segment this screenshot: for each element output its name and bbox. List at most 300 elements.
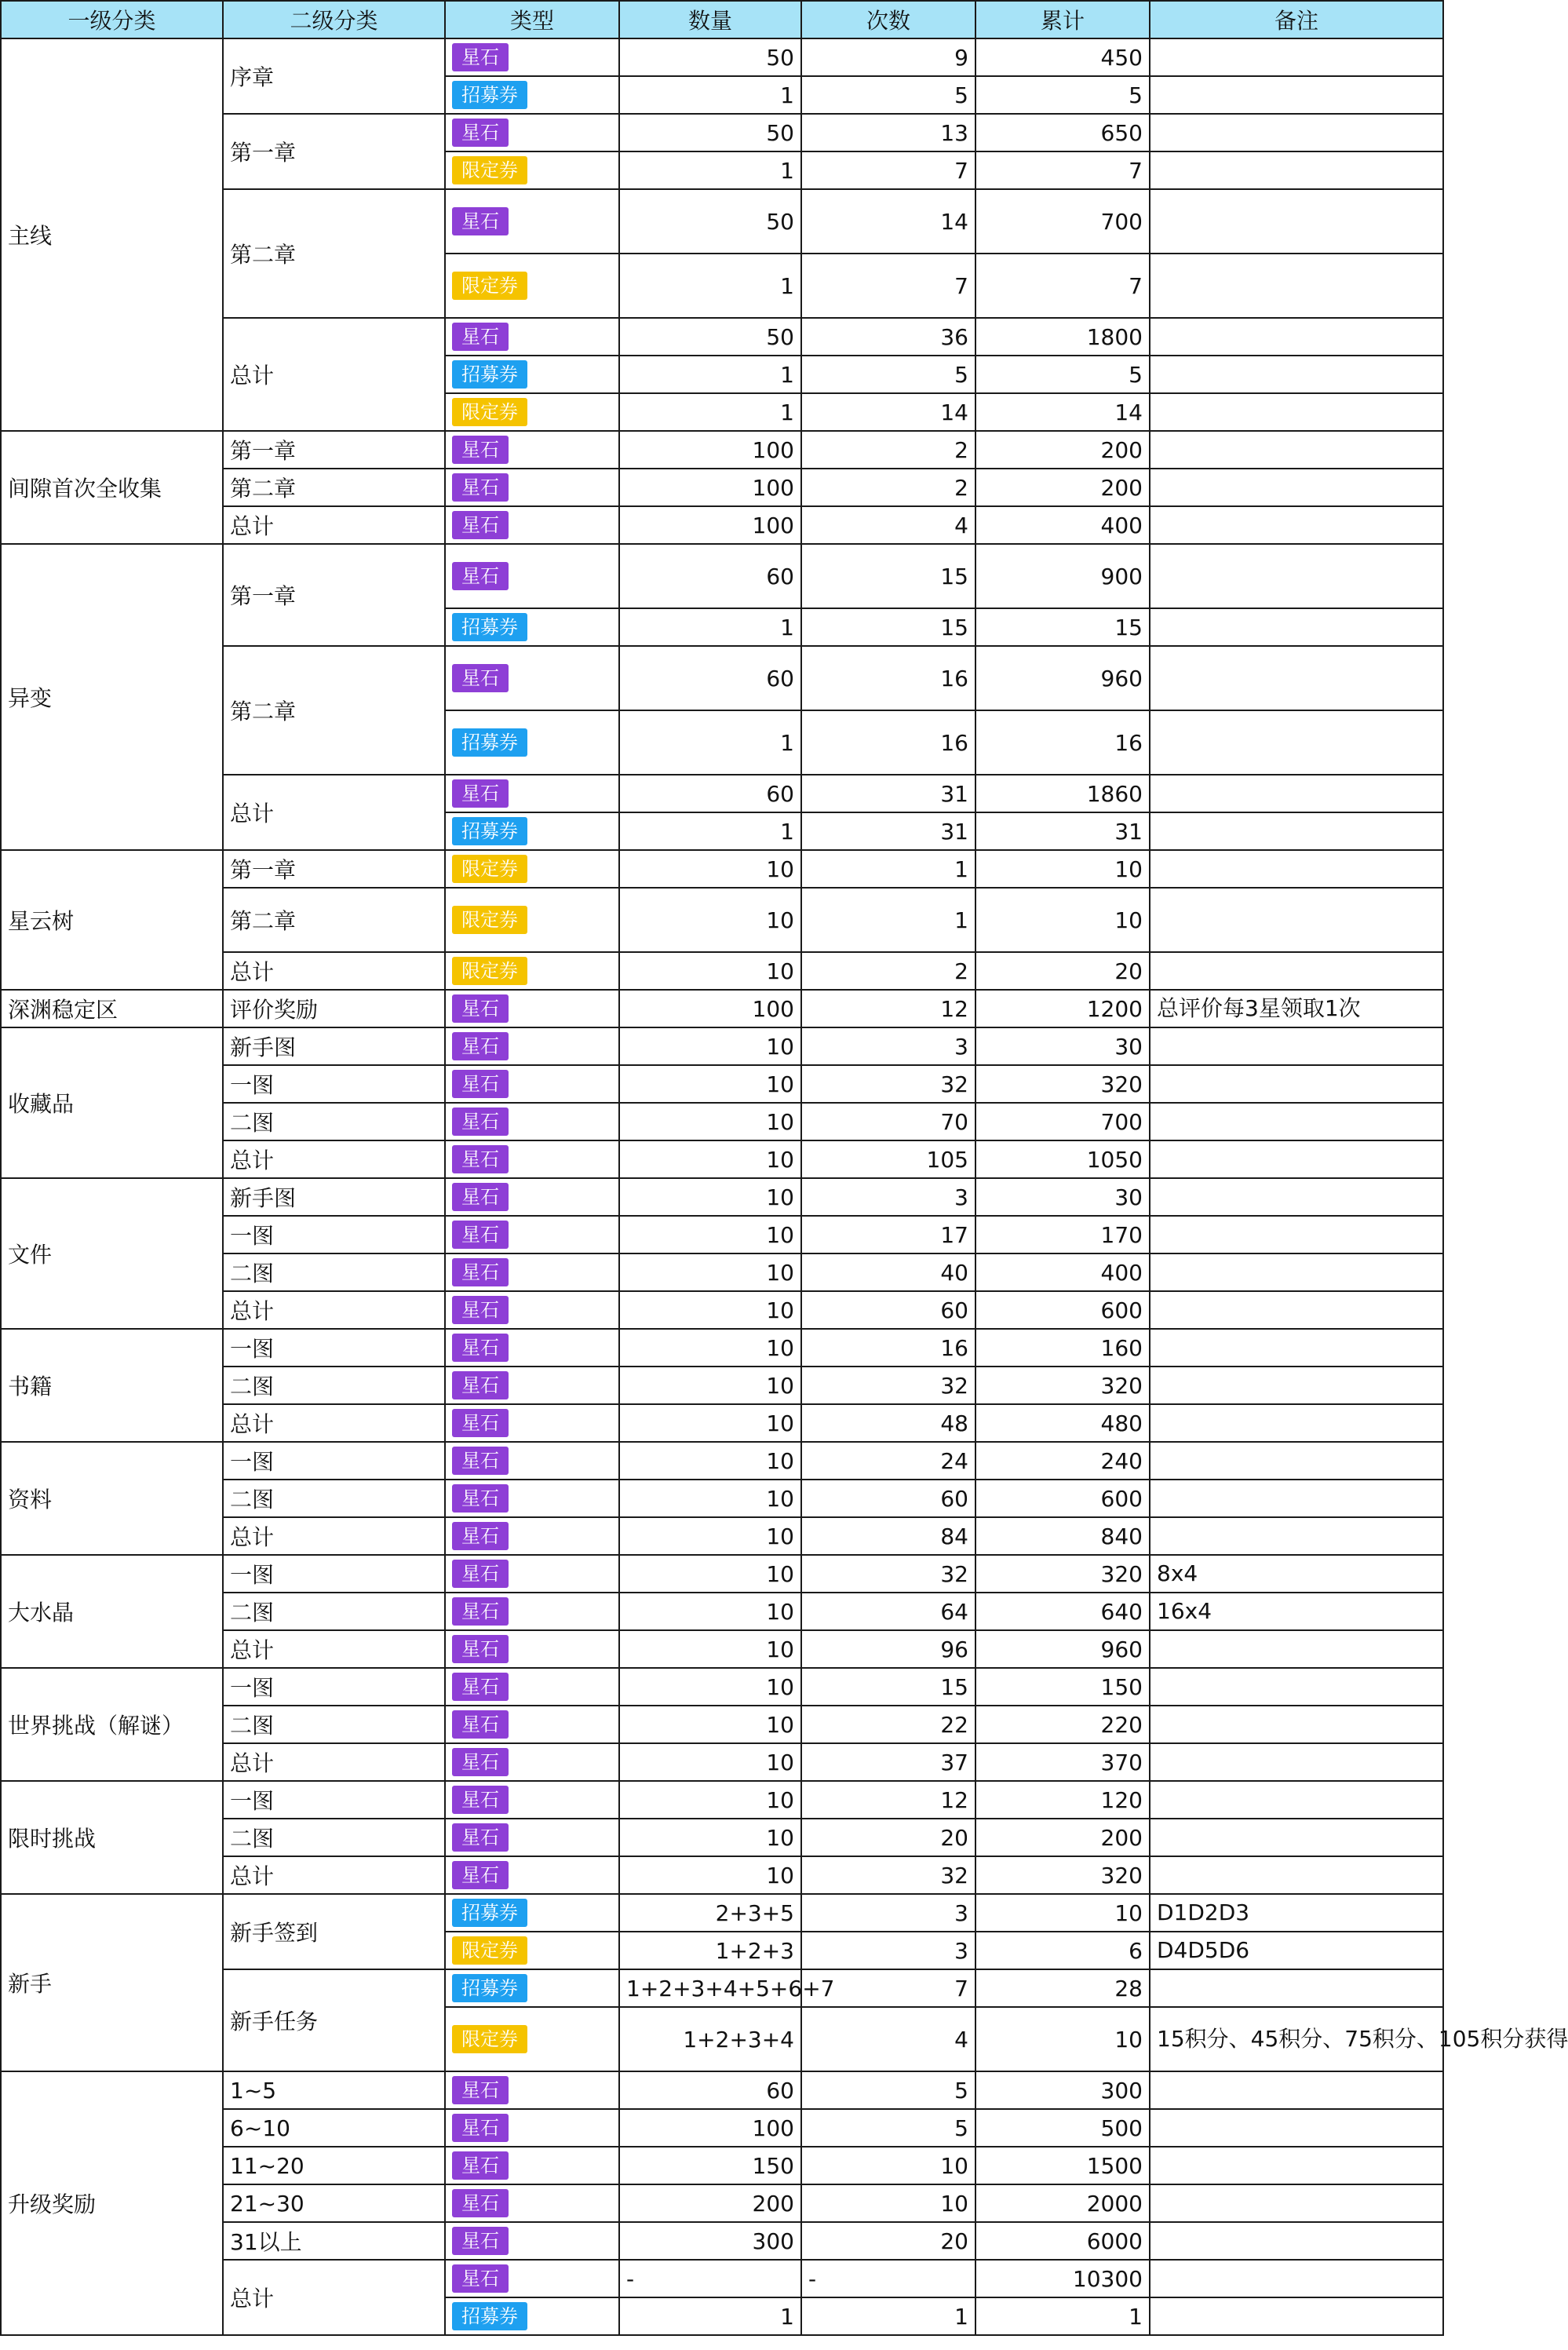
category-level-1: 资料	[1, 1442, 223, 1555]
type-cell	[445, 1329, 619, 1367]
times-cell: 10	[801, 2147, 975, 2184]
note-cell	[1150, 850, 1443, 888]
quantity-cell: 1	[619, 254, 801, 318]
total-cell: 450	[975, 38, 1150, 76]
quantity-cell: 100	[619, 990, 801, 1027]
quantity-cell: 10	[619, 1027, 801, 1065]
quantity-cell: 10	[619, 1668, 801, 1706]
type-cell	[445, 2007, 619, 2071]
note-cell	[1150, 888, 1443, 952]
times-cell: 48	[801, 1404, 975, 1442]
category-level-2: 31以上	[223, 2222, 445, 2260]
total-cell: 16	[975, 710, 1150, 775]
category-level-2: 第二章	[223, 888, 445, 952]
type-tag-limited: 限定券	[452, 855, 527, 883]
times-cell: 16	[801, 710, 975, 775]
type-tag-star: 星石	[452, 1861, 509, 1889]
note-cell	[1150, 469, 1443, 506]
type-tag-star: 星石	[452, 2151, 509, 2180]
quantity-cell: 10	[619, 1743, 801, 1781]
total-cell: 2000	[975, 2184, 1150, 2222]
type-cell	[445, 1706, 619, 1743]
note-cell: 8x4	[1150, 1555, 1443, 1593]
note-cell	[1150, 114, 1443, 151]
total-cell: 30	[975, 1027, 1150, 1065]
note-cell	[1150, 544, 1443, 608]
times-cell: 1	[801, 2297, 975, 2335]
total-cell: 200	[975, 431, 1150, 469]
category-level-2: 第一章	[223, 544, 445, 646]
note-cell	[1150, 646, 1443, 710]
table-row	[1, 1555, 1443, 1593]
note-cell	[1150, 2109, 1443, 2147]
times-cell: 4	[801, 506, 975, 544]
table-row	[1, 990, 1443, 1027]
times-cell: 15	[801, 544, 975, 608]
table-row	[1, 1178, 1443, 1216]
type-cell	[445, 1555, 619, 1593]
total-cell: 320	[975, 1367, 1150, 1404]
type-tag-star: 星石	[452, 1635, 509, 1663]
type-cell	[445, 2071, 619, 2109]
times-cell: 105	[801, 1140, 975, 1178]
type-cell	[445, 1819, 619, 1856]
note-cell	[1150, 1442, 1443, 1480]
quantity-cell: 10	[619, 1065, 801, 1103]
total-cell: 320	[975, 1065, 1150, 1103]
type-tag-recruit: 招募券	[452, 1974, 527, 2002]
quantity-cell: 10	[619, 1781, 801, 1819]
total-cell: 160	[975, 1329, 1150, 1367]
total-cell: 14	[975, 393, 1150, 431]
category-level-2: 1~5	[223, 2071, 445, 2109]
note-cell: D1D2D3	[1150, 1894, 1443, 1932]
header-total: 累计	[975, 1, 1150, 38]
times-cell: 60	[801, 1480, 975, 1517]
times-cell: 15	[801, 1668, 975, 1706]
category-level-2: 一图	[223, 1216, 445, 1253]
times-cell: 5	[801, 356, 975, 393]
quantity-cell: 10	[619, 1404, 801, 1442]
note-cell: 总评价每3星领取1次	[1150, 990, 1443, 1027]
type-cell	[445, 1517, 619, 1555]
quantity-cell: 10	[619, 850, 801, 888]
quantity-cell: 10	[619, 1593, 801, 1630]
type-tag-star: 星石	[452, 664, 509, 692]
type-cell	[445, 114, 619, 151]
total-cell: 10	[975, 850, 1150, 888]
total-cell: 700	[975, 1103, 1150, 1140]
quantity-cell: 10	[619, 888, 801, 952]
quantity-cell: 1+2+3	[619, 1932, 801, 1969]
type-tag-recruit: 招募券	[452, 613, 527, 641]
total-cell: 600	[975, 1480, 1150, 1517]
times-cell: 60	[801, 1291, 975, 1329]
type-cell	[445, 990, 619, 1027]
note-cell	[1150, 1969, 1443, 2007]
header-quantity: 数量	[619, 1, 801, 38]
type-cell	[445, 1216, 619, 1253]
times-cell: 14	[801, 393, 975, 431]
category-level-2: 第二章	[223, 189, 445, 318]
times-cell: 7	[801, 1969, 975, 2007]
times-cell: 32	[801, 1856, 975, 1894]
type-cell	[445, 189, 619, 254]
total-cell: 31	[975, 812, 1150, 850]
category-level-2: 第一章	[223, 431, 445, 469]
category-level-2: 序章	[223, 38, 445, 114]
note-cell	[1150, 1367, 1443, 1404]
table-row	[1, 1329, 1443, 1367]
type-tag-limited: 限定券	[452, 2025, 527, 2053]
type-cell	[445, 1253, 619, 1291]
type-tag-star: 星石	[452, 1409, 509, 1437]
category-level-2: 新手任务	[223, 1969, 445, 2071]
type-tag-star: 星石	[452, 1221, 509, 1249]
type-cell	[445, 1894, 619, 1932]
times-cell: 40	[801, 1253, 975, 1291]
note-cell	[1150, 1027, 1443, 1065]
category-level-2: 总计	[223, 1630, 445, 1668]
total-cell: 480	[975, 1404, 1150, 1442]
times-cell: 31	[801, 775, 975, 812]
total-cell: 1050	[975, 1140, 1150, 1178]
category-level-2: 一图	[223, 1555, 445, 1593]
times-cell: 32	[801, 1367, 975, 1404]
quantity-cell: 10	[619, 1178, 801, 1216]
category-level-1: 深渊稳定区	[1, 990, 223, 1027]
type-tag-star: 星石	[452, 562, 509, 590]
header-category-2: 二级分类	[223, 1, 445, 38]
note-cell: D4D5D6	[1150, 1932, 1443, 1969]
category-level-2: 总计	[223, 318, 445, 431]
type-cell	[445, 1442, 619, 1480]
category-level-1: 收藏品	[1, 1027, 223, 1178]
type-tag-star: 星石	[452, 1823, 509, 1852]
note-cell	[1150, 710, 1443, 775]
category-level-2: 一图	[223, 1668, 445, 1706]
times-cell: 64	[801, 1593, 975, 1630]
quantity-cell: 1	[619, 76, 801, 114]
type-tag-star: 星石	[452, 1070, 509, 1098]
note-cell	[1150, 1329, 1443, 1367]
category-level-2: 二图	[223, 1480, 445, 1517]
note-cell	[1150, 1781, 1443, 1819]
category-level-2: 新手图	[223, 1027, 445, 1065]
category-level-1: 书籍	[1, 1329, 223, 1442]
note-cell	[1150, 1743, 1443, 1781]
quantity-cell: 10	[619, 1329, 801, 1367]
category-level-2: 总计	[223, 1743, 445, 1781]
times-cell: 10	[801, 2184, 975, 2222]
note-cell	[1150, 1480, 1443, 1517]
type-cell	[445, 254, 619, 318]
category-level-2: 新手签到	[223, 1894, 445, 1969]
note-cell	[1150, 1103, 1443, 1140]
type-tag-star: 星石	[452, 1484, 509, 1513]
total-cell: 1800	[975, 318, 1150, 356]
note-cell	[1150, 2184, 1443, 2222]
note-cell	[1150, 1216, 1443, 1253]
times-cell: 2	[801, 431, 975, 469]
type-cell	[445, 812, 619, 850]
type-tag-star: 星石	[452, 473, 509, 502]
type-cell	[445, 1856, 619, 1894]
quantity-cell: 10	[619, 1442, 801, 1480]
total-cell: 700	[975, 189, 1150, 254]
total-cell: 15	[975, 608, 1150, 646]
note-cell	[1150, 952, 1443, 990]
note-cell	[1150, 1065, 1443, 1103]
type-tag-star: 星石	[452, 1786, 509, 1814]
quantity-cell: 10	[619, 1856, 801, 1894]
times-cell: 22	[801, 1706, 975, 1743]
times-cell: -	[801, 2260, 975, 2297]
type-tag-recruit: 招募券	[452, 728, 527, 757]
type-tag-star: 星石	[452, 1673, 509, 1701]
type-cell	[445, 431, 619, 469]
category-level-2: 新手图	[223, 1178, 445, 1216]
total-cell: 6000	[975, 2222, 1150, 2260]
header-row	[1, 1, 1443, 38]
category-level-2: 一图	[223, 1329, 445, 1367]
type-tag-star: 星石	[452, 2227, 509, 2255]
header-note: 备注	[1150, 1, 1443, 38]
quantity-cell: 200	[619, 2184, 801, 2222]
quantity-cell: 10	[619, 1216, 801, 1253]
category-level-1: 大水晶	[1, 1555, 223, 1668]
type-cell	[445, 608, 619, 646]
type-tag-star: 星石	[452, 1032, 509, 1060]
category-level-2: 一图	[223, 1442, 445, 1480]
total-cell: 200	[975, 469, 1150, 506]
total-cell: 10	[975, 1894, 1150, 1932]
note-cell	[1150, 2297, 1443, 2335]
quantity-cell: 50	[619, 189, 801, 254]
total-cell: 600	[975, 1291, 1150, 1329]
type-tag-star: 星石	[452, 779, 509, 808]
table-row	[1, 38, 1443, 76]
times-cell: 32	[801, 1065, 975, 1103]
times-cell: 9	[801, 38, 975, 76]
quantity-cell: 1	[619, 608, 801, 646]
category-level-2: 一图	[223, 1065, 445, 1103]
quantity-cell: 50	[619, 318, 801, 356]
type-tag-star: 星石	[452, 2076, 509, 2104]
type-cell	[445, 1932, 619, 1969]
type-tag-star: 星石	[452, 511, 509, 539]
quantity-cell: 10	[619, 1480, 801, 1517]
total-cell: 1200	[975, 990, 1150, 1027]
note-cell	[1150, 1291, 1443, 1329]
total-cell: 20	[975, 952, 1150, 990]
type-cell	[445, 151, 619, 189]
table-row	[1, 1668, 1443, 1706]
type-cell	[445, 1103, 619, 1140]
total-cell: 170	[975, 1216, 1150, 1253]
header-category-1: 一级分类	[1, 1, 223, 38]
type-tag-star: 星石	[452, 2264, 509, 2293]
type-cell	[445, 469, 619, 506]
quantity-cell: 150	[619, 2147, 801, 2184]
times-cell: 16	[801, 646, 975, 710]
type-cell	[445, 710, 619, 775]
note-cell	[1150, 1140, 1443, 1178]
type-cell	[445, 952, 619, 990]
type-tag-star: 星石	[452, 1334, 509, 1362]
type-cell	[445, 2222, 619, 2260]
note-cell	[1150, 775, 1443, 812]
times-cell: 37	[801, 1743, 975, 1781]
quantity-cell: 300	[619, 2222, 801, 2260]
quantity-cell: 10	[619, 1291, 801, 1329]
note-cell	[1150, 1819, 1443, 1856]
note-cell	[1150, 1630, 1443, 1668]
total-cell: 900	[975, 544, 1150, 608]
type-tag-star: 星石	[452, 1560, 509, 1588]
total-cell: 30	[975, 1178, 1150, 1216]
type-tag-star: 星石	[452, 1107, 509, 1136]
category-level-2: 二图	[223, 1367, 445, 1404]
quantity-cell: 10	[619, 1819, 801, 1856]
category-level-2: 二图	[223, 1819, 445, 1856]
total-cell: 1	[975, 2297, 1150, 2335]
category-level-1: 间隙首次全收集	[1, 431, 223, 544]
total-cell: 1500	[975, 2147, 1150, 2184]
type-cell	[445, 888, 619, 952]
type-tag-star: 星石	[452, 1748, 509, 1776]
category-level-1: 新手	[1, 1894, 223, 2071]
times-cell: 4	[801, 2007, 975, 2071]
total-cell: 7	[975, 151, 1150, 189]
quantity-cell: -	[619, 2260, 801, 2297]
quantity-cell: 60	[619, 775, 801, 812]
table-row	[1, 850, 1443, 888]
quantity-cell: 1	[619, 710, 801, 775]
total-cell: 1860	[975, 775, 1150, 812]
category-level-2: 11~20	[223, 2147, 445, 2184]
type-tag-star: 星石	[452, 323, 509, 351]
type-tag-limited: 限定券	[452, 156, 527, 184]
times-cell: 14	[801, 189, 975, 254]
total-cell: 28	[975, 1969, 1150, 2007]
times-cell: 2	[801, 952, 975, 990]
table-row	[1, 1781, 1443, 1819]
quantity-cell: 50	[619, 114, 801, 151]
type-cell	[445, 544, 619, 608]
type-cell	[445, 646, 619, 710]
category-level-2: 一图	[223, 1781, 445, 1819]
quantity-cell: 60	[619, 544, 801, 608]
total-cell: 370	[975, 1743, 1150, 1781]
type-tag-star: 星石	[452, 119, 509, 147]
times-cell: 3	[801, 1027, 975, 1065]
total-cell: 650	[975, 114, 1150, 151]
table-row	[1, 1027, 1443, 1065]
quantity-cell: 100	[619, 2109, 801, 2147]
type-tag-limited: 限定券	[452, 906, 527, 934]
type-tag-star: 星石	[452, 207, 509, 235]
type-tag-star: 星石	[452, 1710, 509, 1739]
total-cell: 640	[975, 1593, 1150, 1630]
category-level-1: 星云树	[1, 850, 223, 990]
type-tag-limited: 限定券	[452, 272, 527, 300]
times-cell: 12	[801, 1781, 975, 1819]
times-cell: 3	[801, 1932, 975, 1969]
total-cell: 320	[975, 1856, 1150, 1894]
type-cell	[445, 1593, 619, 1630]
type-cell	[445, 2297, 619, 2335]
type-cell	[445, 1969, 619, 2007]
times-cell: 13	[801, 114, 975, 151]
note-cell	[1150, 1668, 1443, 1706]
note-cell	[1150, 608, 1443, 646]
type-cell	[445, 775, 619, 812]
type-tag-star: 星石	[452, 2114, 509, 2142]
total-cell: 10	[975, 2007, 1150, 2071]
times-cell: 31	[801, 812, 975, 850]
quantity-cell: 1	[619, 393, 801, 431]
quantity-cell: 100	[619, 431, 801, 469]
type-tag-star: 星石	[452, 1145, 509, 1173]
total-cell: 300	[975, 2071, 1150, 2109]
type-cell	[445, 1291, 619, 1329]
times-cell: 36	[801, 318, 975, 356]
type-tag-recruit: 招募券	[452, 360, 527, 389]
note-cell	[1150, 151, 1443, 189]
type-cell	[445, 1178, 619, 1216]
note-cell	[1150, 431, 1443, 469]
category-level-2: 第二章	[223, 646, 445, 775]
note-cell	[1150, 2260, 1443, 2297]
category-level-1: 异变	[1, 544, 223, 850]
total-cell: 200	[975, 1819, 1150, 1856]
times-cell: 1	[801, 850, 975, 888]
category-level-2: 总计	[223, 775, 445, 850]
type-tag-recruit: 招募券	[452, 2302, 527, 2330]
note-cell	[1150, 2222, 1443, 2260]
note-cell	[1150, 254, 1443, 318]
note-cell	[1150, 393, 1443, 431]
note-cell	[1150, 38, 1443, 76]
category-level-2: 总计	[223, 2260, 445, 2335]
quantity-cell: 10	[619, 1706, 801, 1743]
type-tag-star: 星石	[452, 1447, 509, 1475]
times-cell: 32	[801, 1555, 975, 1593]
times-cell: 5	[801, 2071, 975, 2109]
type-cell	[445, 76, 619, 114]
note-cell	[1150, 1856, 1443, 1894]
type-tag-recruit: 招募券	[452, 817, 527, 845]
quantity-cell: 100	[619, 469, 801, 506]
times-cell: 17	[801, 1216, 975, 1253]
type-cell	[445, 1781, 619, 1819]
quantity-cell: 60	[619, 2071, 801, 2109]
category-level-2: 二图	[223, 1706, 445, 1743]
times-cell: 20	[801, 2222, 975, 2260]
total-cell: 120	[975, 1781, 1150, 1819]
type-cell	[445, 1480, 619, 1517]
category-level-2: 第一章	[223, 850, 445, 888]
type-cell	[445, 1743, 619, 1781]
category-level-1: 主线	[1, 38, 223, 431]
total-cell: 400	[975, 506, 1150, 544]
category-level-2: 21~30	[223, 2184, 445, 2222]
category-level-2: 总计	[223, 1291, 445, 1329]
times-cell: 1	[801, 888, 975, 952]
type-tag-star: 星石	[452, 1522, 509, 1550]
type-tag-star: 星石	[452, 1296, 509, 1324]
